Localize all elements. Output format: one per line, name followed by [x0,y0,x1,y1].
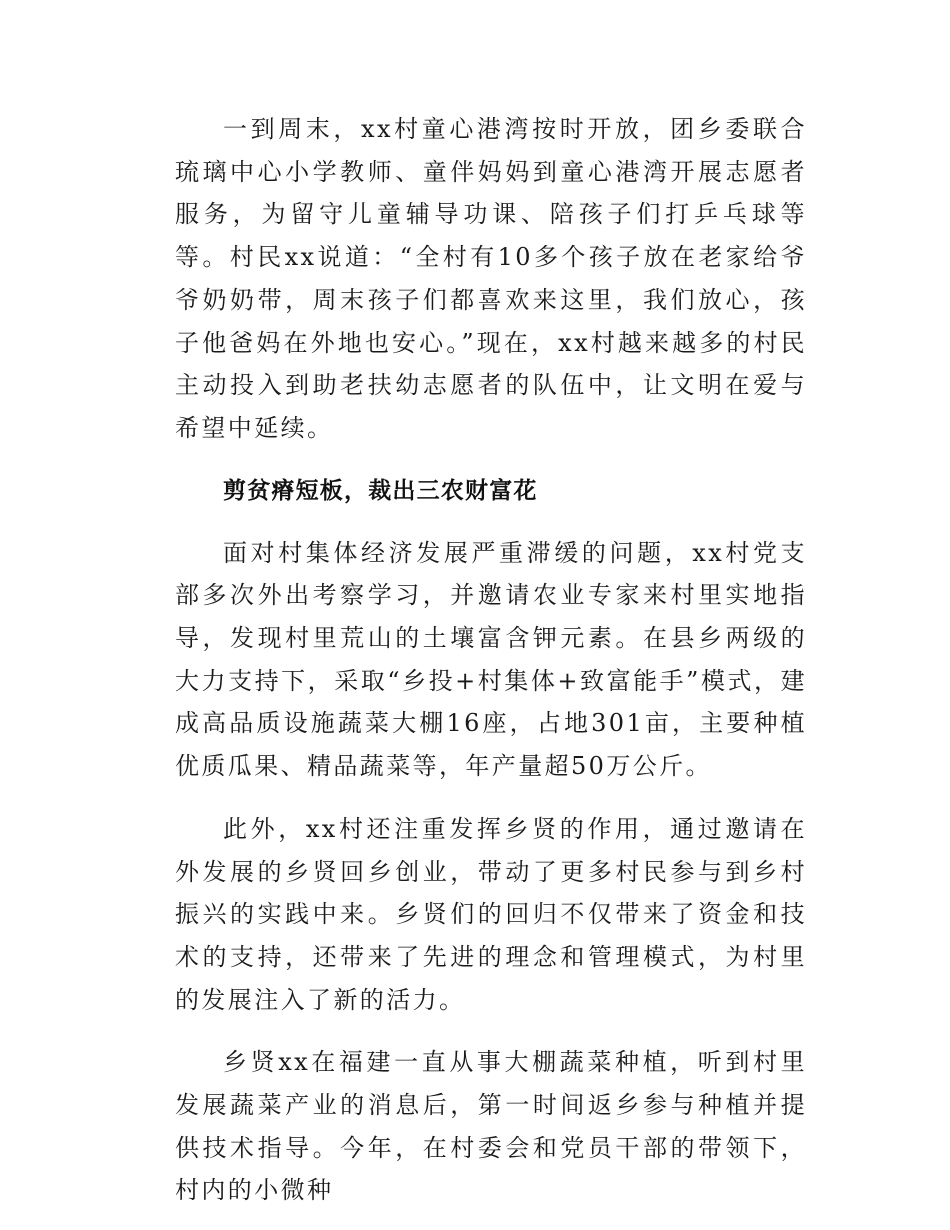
paragraph-gap [175,1021,807,1041]
document-body [175,108,807,1212]
paragraph-vegetable-greenhouses: 面对村集体经济发展严重滞缓的问题，xx村党支部多次外出考察学习，并邀请农业专家来村里实地指导，发现村里荒山的土壤富含钾元素。在县乡两级的大力支持下，采取“乡投+村集体+致富能手”模式，建成高品质设施蔬菜大棚16座，占地301亩，主要种植优质瓜果、精品蔬菜等，年产量超50万公斤。 [175,538,807,781]
paragraph-greenhouse-farmer: 乡贤xx在福建一直从事大棚蔬菜种植，听到村里发展蔬菜产业的消息后，第一时间返乡参与种植并提供技术指导。今年，在村委会和党员干部的带领下，村内的小微种 [175,1048,807,1205]
section-heading: 剪贫瘠短板，裁出三农财富花 [223,477,538,504]
paragraph-returning-talents: 此外，xx村还注重发挥乡贤的作用，通过邀请在外发展的乡贤回乡创业，带动了更多村民参与到乡村振兴的实践中来。乡贤们的回归不仅带来了资金和技术的支持，还带来了先进的理念和管理模式，为村里的发展注入了新的活力。 [175,814,807,1014]
paragraph-gap [175,450,807,470]
paragraph-gap [175,512,807,532]
paragraph-gap [175,788,807,808]
paragraph-volunteer-service: 一到周末，xx村童心港湾按时开放，团乡委联合琉璃中心小学教师、童伴妈妈到童心港湾开展志愿者服务，为留守儿童辅导功课、陪孩子们打乒乓球等等。村民xx说道：“全村有10多个孩子放在老家给爷爷奶奶带，周末孩子们都喜欢来这里，我们放心，孩子他爸妈在外地也安心。”现在，xx村越来越多的村民主动投入到助老扶幼志愿者的队伍中，让文明在爱与希望中延续。 [175,115,807,442]
